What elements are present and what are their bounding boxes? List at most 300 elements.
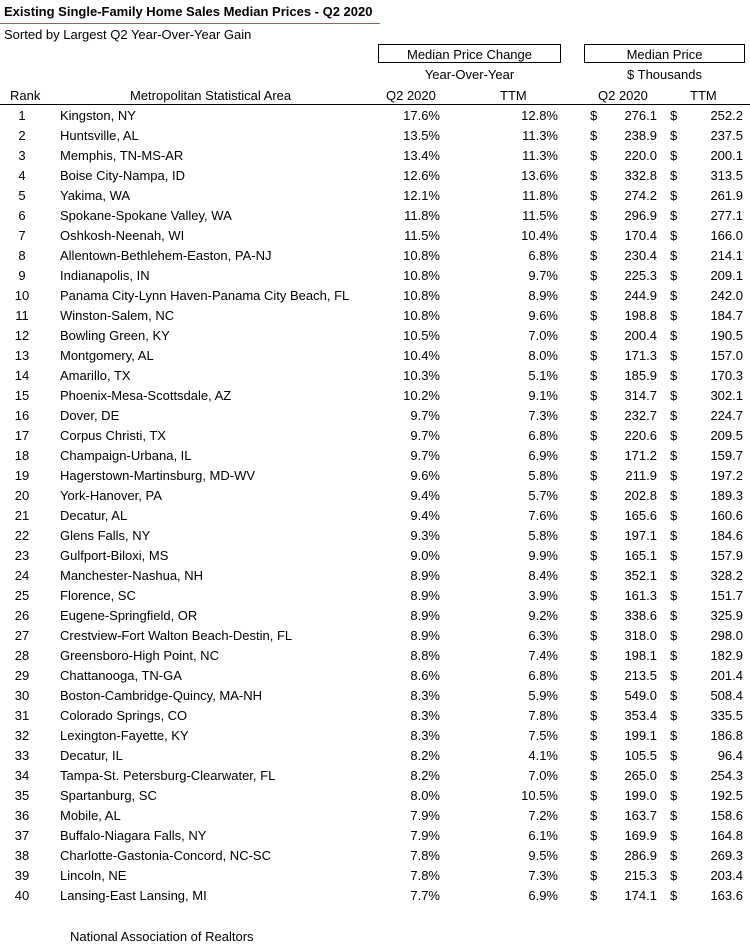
table-row bbox=[0, 286, 750, 306]
msa-cell: Phoenix-Mesa-Scottsdale, AZ bbox=[60, 388, 232, 403]
price-ttm-cell: 157.9 bbox=[710, 548, 743, 563]
currency-symbol: $ bbox=[590, 108, 598, 123]
msa-cell: Champaign-Urbana, IL bbox=[60, 448, 192, 463]
price-ttm-cell: 313.5 bbox=[710, 168, 743, 183]
currency-symbol: $ bbox=[670, 228, 678, 243]
msa-cell: Lexington-Fayette, KY bbox=[60, 728, 189, 743]
change-q2-cell: 13.4% bbox=[403, 148, 440, 163]
table-row bbox=[0, 846, 750, 866]
price-q2-cell: 338.6 bbox=[624, 608, 657, 623]
change-q2-cell: 8.9% bbox=[410, 568, 440, 583]
price-q2-cell: 238.9 bbox=[624, 128, 657, 143]
change-ttm-cell: 8.9% bbox=[528, 288, 558, 303]
price-ttm-cell: 242.0 bbox=[710, 288, 743, 303]
change-ttm-cell: 11.3% bbox=[522, 148, 558, 163]
change-ttm-cell: 10.4% bbox=[521, 228, 558, 243]
change-ttm-cell: 6.8% bbox=[528, 248, 558, 263]
change-ttm-cell: 12.8% bbox=[521, 108, 558, 123]
rank-cell: 11 bbox=[15, 308, 29, 323]
currency-symbol: $ bbox=[590, 488, 598, 503]
price-ttm-cell: 508.4 bbox=[710, 688, 743, 703]
currency-symbol: $ bbox=[590, 728, 598, 743]
change-q2-cell: 10.3% bbox=[403, 368, 440, 383]
change-ttm-cell: 9.7% bbox=[528, 268, 558, 283]
currency-symbol: $ bbox=[670, 548, 678, 563]
rank-cell: 5 bbox=[18, 188, 26, 203]
currency-symbol: $ bbox=[670, 808, 678, 823]
msa-cell: Indianapolis, IN bbox=[60, 268, 150, 283]
price-ttm-cell: 184.6 bbox=[710, 528, 743, 543]
change-q2-cell: 8.8% bbox=[410, 648, 440, 663]
change-ttm-cell: 5.9% bbox=[528, 688, 558, 703]
rank-cell: 25 bbox=[14, 588, 30, 603]
change-ttm-cell: 8.0% bbox=[528, 348, 558, 363]
median-price-header: Median Price bbox=[584, 44, 745, 63]
table-row bbox=[0, 366, 750, 386]
title-underline bbox=[0, 23, 380, 24]
msa-cell: Huntsville, AL bbox=[60, 128, 139, 143]
rank-cell: 13 bbox=[14, 348, 30, 363]
price-ttm-cell: 170.3 bbox=[710, 368, 743, 383]
table-row bbox=[0, 526, 750, 546]
currency-symbol: $ bbox=[670, 588, 678, 603]
msa-cell: Charlotte-Gastonia-Concord, NC-SC bbox=[60, 848, 271, 863]
table-row bbox=[0, 406, 750, 426]
currency-symbol: $ bbox=[670, 148, 678, 163]
change-ttm-cell: 7.0% bbox=[528, 328, 558, 343]
price-ttm-cell: 166.0 bbox=[710, 228, 743, 243]
currency-symbol: $ bbox=[590, 288, 598, 303]
msa-cell: Gulfport-Biloxi, MS bbox=[60, 548, 169, 563]
rank-cell: 15 bbox=[14, 388, 30, 403]
price-q2-cell: 230.4 bbox=[624, 248, 657, 263]
price-ttm-cell: 192.5 bbox=[710, 788, 743, 803]
change-ttm-cell: 5.1% bbox=[528, 368, 558, 383]
rank-cell: 34 bbox=[14, 768, 30, 783]
msa-cell: Manchester-Nashua, NH bbox=[60, 568, 204, 583]
currency-symbol: $ bbox=[590, 748, 598, 763]
msa-cell: Glens Falls, NY bbox=[60, 528, 151, 543]
msa-cell: Allentown-Bethlehem-Easton, PA-NJ bbox=[60, 248, 272, 263]
price-q2-cell: 332.8 bbox=[624, 168, 657, 183]
currency-symbol: $ bbox=[670, 728, 678, 743]
change-ttm-cell: 10.5% bbox=[521, 788, 558, 803]
thousands-subheader: $ Thousands bbox=[627, 67, 702, 82]
table-row bbox=[0, 206, 750, 226]
document-subtitle: Sorted by Largest Q2 Year-Over-Year Gain bbox=[4, 27, 252, 42]
msa-cell: Tampa-St. Petersburg-Clearwater, FL bbox=[60, 768, 276, 783]
currency-symbol: $ bbox=[590, 568, 598, 583]
table-row bbox=[0, 146, 750, 166]
table-row bbox=[0, 626, 750, 646]
rank-cell: 4 bbox=[18, 168, 26, 183]
currency-symbol: $ bbox=[590, 428, 598, 443]
rank-cell: 37 bbox=[14, 828, 30, 843]
currency-symbol: $ bbox=[670, 508, 678, 523]
change-ttm-cell: 7.5% bbox=[528, 728, 558, 743]
change-q2-cell: 8.0% bbox=[410, 788, 440, 803]
rank-cell: 36 bbox=[14, 808, 30, 823]
rank-cell: 9 bbox=[18, 268, 26, 283]
price-q2-cell: 353.4 bbox=[624, 708, 657, 723]
price-ttm-cell: 160.6 bbox=[710, 508, 743, 523]
price-q2-cell: 161.3 bbox=[624, 588, 657, 603]
change-q2-cell: 8.3% bbox=[410, 708, 440, 723]
price-q2-cell: 185.9 bbox=[624, 368, 657, 383]
table-row bbox=[0, 466, 750, 486]
currency-symbol: $ bbox=[590, 368, 598, 383]
price-q2-cell: 265.0 bbox=[624, 768, 657, 783]
currency-symbol: $ bbox=[670, 748, 678, 763]
msa-cell: Decatur, IL bbox=[60, 748, 123, 763]
currency-symbol: $ bbox=[590, 188, 598, 203]
change-q2-cell: 9.4% bbox=[410, 488, 440, 503]
currency-symbol: $ bbox=[670, 108, 678, 123]
change-ttm-cell: 6.8% bbox=[528, 428, 558, 443]
msa-cell: Decatur, AL bbox=[60, 508, 128, 523]
table-row bbox=[0, 566, 750, 586]
currency-symbol: $ bbox=[670, 368, 678, 383]
price-ttm-column-header: TTM bbox=[690, 88, 717, 103]
currency-symbol: $ bbox=[590, 308, 598, 323]
price-ttm-cell: 157.0 bbox=[710, 348, 743, 363]
price-ttm-cell: 298.0 bbox=[710, 628, 743, 643]
change-q2-cell: 12.6% bbox=[403, 168, 440, 183]
table-row bbox=[0, 586, 750, 606]
currency-symbol: $ bbox=[670, 128, 678, 143]
rank-cell: 31 bbox=[14, 708, 30, 723]
change-q2-cell: 10.8% bbox=[403, 288, 440, 303]
currency-symbol: $ bbox=[590, 848, 598, 863]
price-q2-cell: 276.1 bbox=[624, 108, 657, 123]
msa-cell: Winston-Salem, NC bbox=[60, 308, 175, 323]
price-q2-cell: 170.4 bbox=[624, 228, 657, 243]
change-ttm-cell: 8.4% bbox=[528, 568, 558, 583]
change-q2-column-header: Q2 2020 bbox=[386, 88, 436, 103]
currency-symbol: $ bbox=[670, 848, 678, 863]
change-q2-cell: 8.2% bbox=[410, 768, 440, 783]
msa-cell: Buffalo-Niagara Falls, NY bbox=[60, 828, 207, 843]
change-q2-cell: 7.9% bbox=[410, 808, 440, 823]
price-q2-cell: 286.9 bbox=[624, 848, 657, 863]
price-ttm-cell: 277.1 bbox=[710, 208, 743, 223]
table-row bbox=[0, 326, 750, 346]
currency-symbol: $ bbox=[590, 688, 598, 703]
change-ttm-cell: 5.8% bbox=[528, 468, 558, 483]
price-q2-cell: 314.7 bbox=[624, 388, 657, 403]
price-q2-cell: 220.6 bbox=[624, 428, 657, 443]
msa-cell: Dover, DE bbox=[60, 408, 120, 423]
price-ttm-cell: 159.7 bbox=[710, 448, 743, 463]
msa-cell: Montgomery, AL bbox=[60, 348, 154, 363]
price-ttm-cell: 96.4 bbox=[717, 748, 743, 763]
change-q2-cell: 9.0% bbox=[410, 548, 440, 563]
change-q2-cell: 7.7% bbox=[410, 888, 440, 903]
currency-symbol: $ bbox=[670, 528, 678, 543]
msa-cell: Greensboro-High Point, NC bbox=[60, 648, 219, 663]
price-ttm-cell: 335.5 bbox=[710, 708, 743, 723]
currency-symbol: $ bbox=[670, 248, 678, 263]
price-ttm-cell: 209.5 bbox=[710, 428, 743, 443]
msa-cell: Oshkosh-Neenah, WI bbox=[60, 228, 185, 243]
table-row bbox=[0, 646, 750, 666]
change-ttm-cell: 9.9% bbox=[528, 548, 558, 563]
price-q2-cell: 213.5 bbox=[624, 668, 657, 683]
rank-cell: 22 bbox=[14, 528, 30, 543]
change-q2-cell: 8.9% bbox=[410, 608, 440, 623]
price-ttm-cell: 254.3 bbox=[710, 768, 743, 783]
currency-symbol: $ bbox=[670, 648, 678, 663]
change-ttm-cell: 6.8% bbox=[528, 668, 558, 683]
currency-symbol: $ bbox=[670, 768, 678, 783]
rank-cell: 32 bbox=[14, 728, 30, 743]
table-row bbox=[0, 346, 750, 366]
price-ttm-cell: 186.8 bbox=[710, 728, 743, 743]
msa-cell: Kingston, NY bbox=[60, 108, 136, 123]
table-row bbox=[0, 226, 750, 246]
price-q2-cell: 165.6 bbox=[624, 508, 657, 523]
price-ttm-cell: 214.1 bbox=[710, 248, 743, 263]
change-q2-cell: 10.8% bbox=[403, 248, 440, 263]
currency-symbol: $ bbox=[590, 888, 598, 903]
price-q2-cell: 199.0 bbox=[624, 788, 657, 803]
currency-symbol: $ bbox=[590, 648, 598, 663]
currency-symbol: $ bbox=[670, 328, 678, 343]
price-ttm-cell: 237.5 bbox=[710, 128, 743, 143]
price-ttm-cell: 182.9 bbox=[710, 648, 743, 663]
price-ttm-cell: 269.3 bbox=[710, 848, 743, 863]
change-q2-cell: 10.8% bbox=[403, 268, 440, 283]
table-row bbox=[0, 386, 750, 406]
currency-symbol: $ bbox=[590, 248, 598, 263]
change-ttm-column-header: TTM bbox=[500, 88, 527, 103]
table-row bbox=[0, 246, 750, 266]
change-q2-cell: 10.5% bbox=[403, 328, 440, 343]
price-q2-cell: 232.7 bbox=[624, 408, 657, 423]
table-row bbox=[0, 426, 750, 446]
currency-symbol: $ bbox=[670, 788, 678, 803]
msa-cell: York-Hanover, PA bbox=[60, 488, 162, 503]
currency-symbol: $ bbox=[670, 468, 678, 483]
change-q2-cell: 11.8% bbox=[404, 208, 440, 223]
price-ttm-cell: 302.1 bbox=[710, 388, 743, 403]
change-ttm-cell: 7.2% bbox=[528, 808, 558, 823]
currency-symbol: $ bbox=[590, 708, 598, 723]
change-ttm-cell: 3.9% bbox=[528, 588, 558, 603]
change-q2-cell: 7.9% bbox=[410, 828, 440, 843]
change-ttm-cell: 11.5% bbox=[522, 208, 558, 223]
price-q2-cell: 169.9 bbox=[624, 828, 657, 843]
price-q2-cell: 198.1 bbox=[624, 648, 657, 663]
price-ttm-cell: 151.7 bbox=[710, 588, 743, 603]
year-over-year-subheader: Year-Over-Year bbox=[424, 67, 515, 82]
change-q2-cell: 8.3% bbox=[410, 688, 440, 703]
currency-symbol: $ bbox=[590, 588, 598, 603]
msa-column-header: Metropolitan Statistical Area bbox=[130, 88, 292, 103]
msa-cell: Colorado Springs, CO bbox=[60, 708, 188, 723]
price-ttm-cell: 158.6 bbox=[710, 808, 743, 823]
table-row bbox=[0, 486, 750, 506]
currency-symbol: $ bbox=[670, 208, 678, 223]
currency-symbol: $ bbox=[670, 888, 678, 903]
msa-cell: Mobile, AL bbox=[60, 808, 121, 823]
price-q2-cell: 352.1 bbox=[624, 568, 657, 583]
currency-symbol: $ bbox=[590, 168, 598, 183]
price-ttm-cell: 201.4 bbox=[710, 668, 743, 683]
rank-cell: 29 bbox=[14, 668, 30, 683]
rank-cell: 24 bbox=[14, 568, 30, 583]
price-q2-cell: 199.1 bbox=[624, 728, 657, 743]
price-q2-cell: 163.7 bbox=[624, 808, 657, 823]
rank-cell: 21 bbox=[14, 508, 30, 523]
currency-symbol: $ bbox=[670, 308, 678, 323]
change-q2-cell: 8.2% bbox=[410, 748, 440, 763]
msa-cell: Spokane-Spokane Valley, WA bbox=[60, 208, 232, 223]
currency-symbol: $ bbox=[590, 448, 598, 463]
change-ttm-cell: 7.0% bbox=[528, 768, 558, 783]
table-row bbox=[0, 266, 750, 286]
change-q2-cell: 17.6% bbox=[403, 108, 440, 123]
price-ttm-cell: 197.2 bbox=[710, 468, 743, 483]
source-note: National Association of Realtors bbox=[70, 929, 254, 944]
rank-cell: 30 bbox=[14, 688, 30, 703]
price-q2-cell: 211.9 bbox=[625, 468, 657, 483]
change-ttm-cell: 7.3% bbox=[528, 868, 558, 883]
change-ttm-cell: 7.3% bbox=[528, 408, 558, 423]
table-row bbox=[0, 706, 750, 726]
currency-symbol: $ bbox=[590, 228, 598, 243]
msa-cell: Lansing-East Lansing, MI bbox=[60, 888, 207, 903]
change-ttm-cell: 6.1% bbox=[528, 828, 558, 843]
msa-cell: Boston-Cambridge-Quincy, MA-NH bbox=[60, 688, 263, 703]
currency-symbol: $ bbox=[590, 788, 598, 803]
currency-symbol: $ bbox=[590, 128, 598, 143]
price-q2-cell: 244.9 bbox=[624, 288, 657, 303]
data-table-body bbox=[0, 106, 750, 906]
median-price-change-header: Median Price Change bbox=[378, 44, 561, 63]
rank-cell: 19 bbox=[14, 468, 30, 483]
currency-symbol: $ bbox=[670, 188, 678, 203]
change-ttm-cell: 11.8% bbox=[522, 188, 558, 203]
currency-symbol: $ bbox=[590, 348, 598, 363]
table-row bbox=[0, 546, 750, 566]
currency-symbol: $ bbox=[590, 628, 598, 643]
table-row bbox=[0, 306, 750, 326]
rank-cell: 23 bbox=[14, 548, 30, 563]
table-row bbox=[0, 826, 750, 846]
rank-cell: 35 bbox=[14, 788, 30, 803]
msa-cell: Amarillo, TX bbox=[60, 368, 131, 383]
change-q2-cell: 9.4% bbox=[410, 508, 440, 523]
rank-cell: 14 bbox=[14, 368, 30, 383]
price-ttm-cell: 328.2 bbox=[710, 568, 743, 583]
msa-cell: Spartanburg, SC bbox=[60, 788, 157, 803]
currency-symbol: $ bbox=[590, 388, 598, 403]
rank-cell: 40 bbox=[14, 888, 30, 903]
change-q2-cell: 10.4% bbox=[403, 348, 440, 363]
change-q2-cell: 9.7% bbox=[410, 428, 440, 443]
currency-symbol: $ bbox=[670, 268, 678, 283]
change-q2-cell: 10.2% bbox=[403, 388, 440, 403]
table-row bbox=[0, 606, 750, 626]
change-ttm-cell: 7.8% bbox=[528, 708, 558, 723]
currency-symbol: $ bbox=[590, 268, 598, 283]
change-q2-cell: 8.9% bbox=[410, 588, 440, 603]
change-ttm-cell: 5.7% bbox=[528, 488, 558, 503]
price-ttm-cell: 189.3 bbox=[710, 488, 743, 503]
msa-cell: Corpus Christi, TX bbox=[60, 428, 166, 443]
price-ttm-cell: 325.9 bbox=[710, 608, 743, 623]
table-row bbox=[0, 786, 750, 806]
rank-cell: 28 bbox=[14, 648, 30, 663]
change-ttm-cell: 5.8% bbox=[528, 528, 558, 543]
price-q2-cell: 318.0 bbox=[624, 628, 657, 643]
table-row bbox=[0, 866, 750, 886]
rank-cell: 39 bbox=[14, 868, 30, 883]
table-row bbox=[0, 686, 750, 706]
msa-cell: Chattanooga, TN-GA bbox=[60, 668, 182, 683]
msa-cell: Crestview-Fort Walton Beach-Destin, FL bbox=[60, 628, 293, 643]
price-ttm-cell: 164.8 bbox=[710, 828, 743, 843]
price-q2-cell: 549.0 bbox=[624, 688, 657, 703]
table-row bbox=[0, 506, 750, 526]
msa-cell: Hagerstown-Martinsburg, MD-WV bbox=[60, 468, 256, 483]
currency-symbol: $ bbox=[670, 388, 678, 403]
currency-symbol: $ bbox=[670, 488, 678, 503]
table-row bbox=[0, 166, 750, 186]
price-q2-cell: 165.1 bbox=[624, 548, 657, 563]
change-ttm-cell: 11.3% bbox=[522, 128, 558, 143]
currency-symbol: $ bbox=[670, 608, 678, 623]
currency-symbol: $ bbox=[590, 548, 598, 563]
rank-cell: 1 bbox=[18, 108, 26, 123]
change-q2-cell: 9.3% bbox=[410, 528, 440, 543]
currency-symbol: $ bbox=[670, 688, 678, 703]
currency-symbol: $ bbox=[670, 288, 678, 303]
change-q2-cell: 9.7% bbox=[410, 448, 440, 463]
rank-cell: 10 bbox=[14, 288, 30, 303]
change-q2-cell: 8.9% bbox=[410, 628, 440, 643]
change-ttm-cell: 6.3% bbox=[528, 628, 558, 643]
rank-cell: 27 bbox=[14, 628, 30, 643]
currency-symbol: $ bbox=[670, 348, 678, 363]
msa-cell: Florence, SC bbox=[60, 588, 136, 603]
price-ttm-cell: 209.1 bbox=[710, 268, 743, 283]
change-q2-cell: 7.8% bbox=[410, 848, 440, 863]
msa-cell: Eugene-Springfield, OR bbox=[60, 608, 198, 623]
currency-symbol: $ bbox=[670, 828, 678, 843]
rank-cell: 12 bbox=[14, 328, 30, 343]
price-q2-cell: 296.9 bbox=[624, 208, 657, 223]
change-ttm-cell: 6.9% bbox=[528, 448, 558, 463]
change-ttm-cell: 6.9% bbox=[528, 888, 558, 903]
price-ttm-cell: 200.1 bbox=[710, 148, 743, 163]
currency-symbol: $ bbox=[590, 808, 598, 823]
currency-symbol: $ bbox=[590, 208, 598, 223]
msa-cell: Yakima, WA bbox=[60, 188, 131, 203]
change-ttm-cell: 7.6% bbox=[528, 508, 558, 523]
price-ttm-cell: 261.9 bbox=[710, 188, 743, 203]
change-q2-cell: 8.6% bbox=[410, 668, 440, 683]
change-ttm-cell: 9.1% bbox=[528, 388, 558, 403]
currency-symbol: $ bbox=[670, 168, 678, 183]
change-q2-cell: 13.5% bbox=[403, 128, 440, 143]
rank-cell: 16 bbox=[14, 408, 30, 423]
change-ttm-cell: 9.6% bbox=[528, 308, 558, 323]
price-q2-cell: 200.4 bbox=[624, 328, 657, 343]
currency-symbol: $ bbox=[670, 868, 678, 883]
currency-symbol: $ bbox=[670, 428, 678, 443]
